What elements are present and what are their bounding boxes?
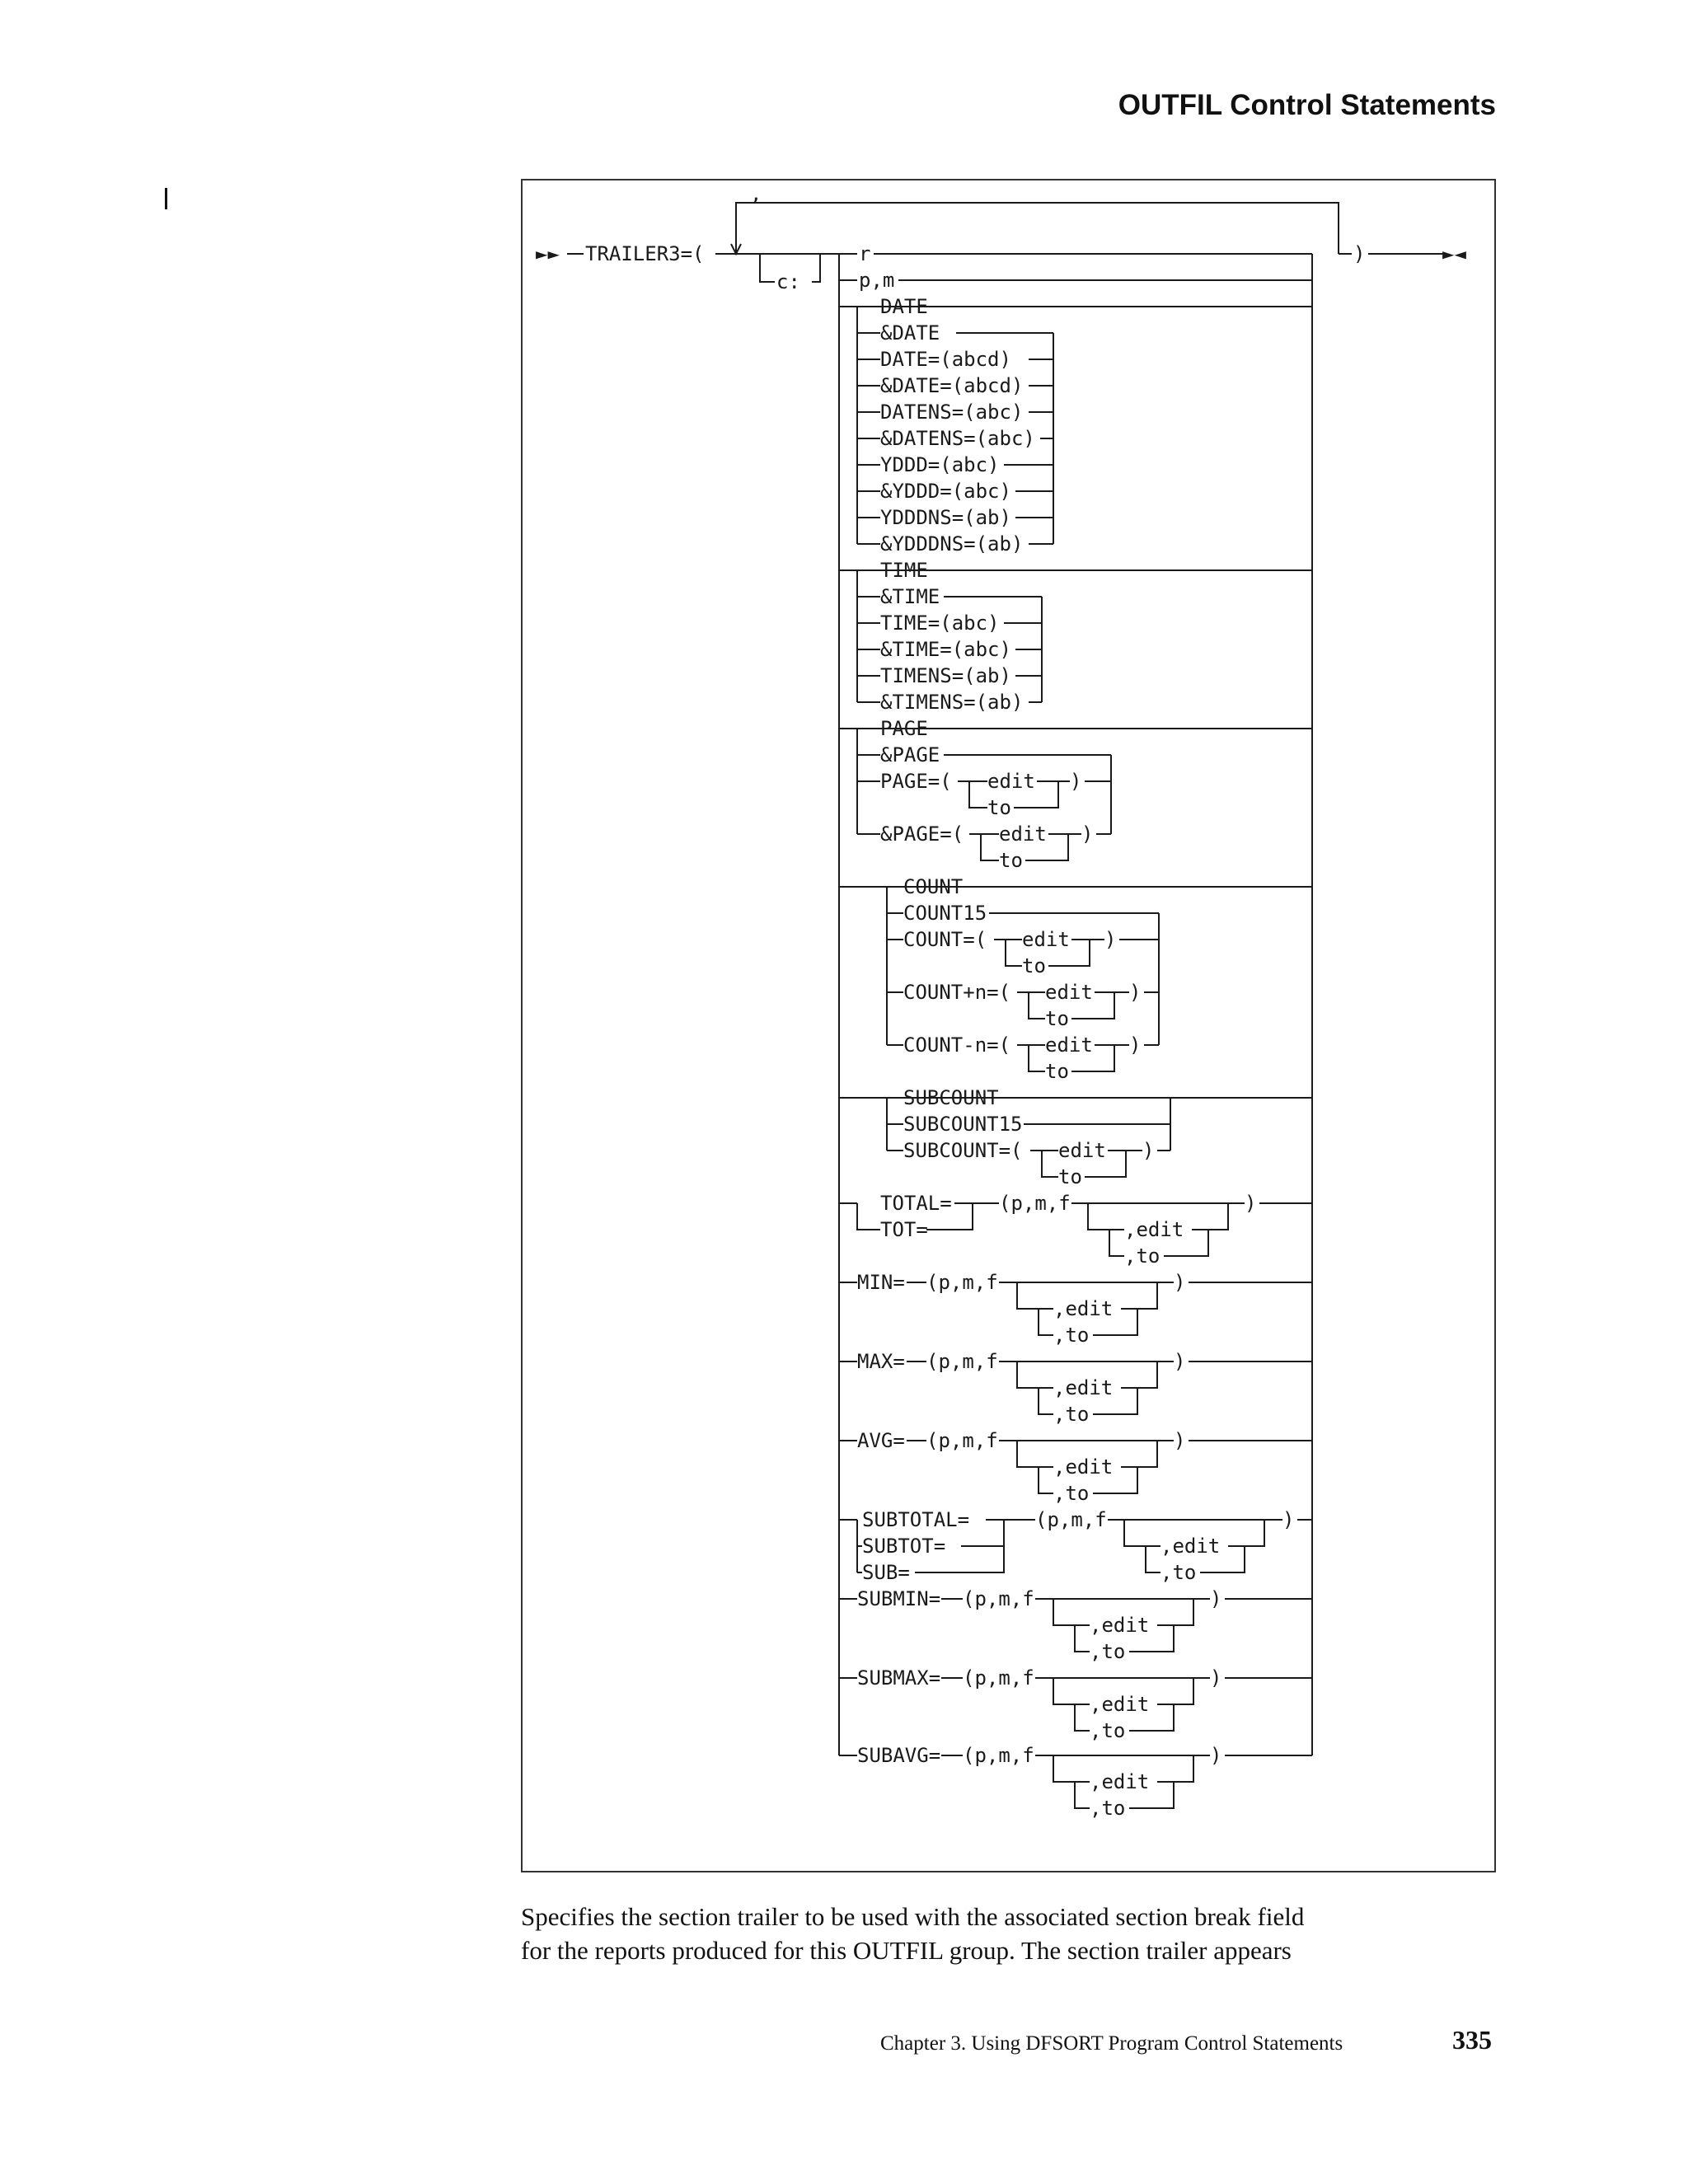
avg-close: ) (1174, 1429, 1186, 1452)
subtotal-opt-1: SUBTOT= (862, 1535, 946, 1558)
max-pmf: (p,m,f (926, 1350, 998, 1373)
count-opt-1: COUNT15 (903, 902, 987, 925)
max-close: ) (1174, 1350, 1186, 1373)
time-opt-0: TIME (880, 559, 928, 582)
description-line-2: for the reports produced for this OUTFIL group. The section trailer appears (521, 1936, 1292, 1965)
subavg-edit: ,edit (1090, 1770, 1150, 1793)
repeat-separator: , (750, 182, 762, 205)
double-arrow-start-icon: ►► (536, 242, 560, 265)
subcount-to: to (1058, 1165, 1082, 1188)
subtotal-opt-2: SUB= (862, 1561, 910, 1584)
countm-to: to (1045, 1060, 1069, 1083)
count-close: ) (1104, 928, 1117, 951)
count-opt-3: COUNT+n=( (903, 981, 1011, 1004)
subtotal-opt-0: SUBTOTAL= (862, 1508, 970, 1531)
page-opt-0: PAGE (880, 717, 928, 740)
subavg-to: ,to (1090, 1797, 1126, 1820)
c-option: c: (776, 270, 800, 293)
apage-to: to (999, 849, 1023, 872)
countp-to: to (1045, 1007, 1069, 1030)
avg-pmf: (p,m,f (926, 1429, 998, 1452)
min-edit: ,edit (1053, 1297, 1114, 1320)
subtotal-pmf: (p,m,f (1035, 1508, 1107, 1531)
subcount-opt-0: SUBCOUNT (903, 1086, 999, 1109)
page-opt-2: PAGE=( (880, 770, 952, 793)
apage-edit: edit (999, 823, 1047, 846)
submin-to: ,to (1090, 1640, 1126, 1663)
max-to: ,to (1053, 1403, 1090, 1426)
date-opt-5: &DATENS=(abc) (880, 427, 1035, 450)
min-keyword: MIN= (857, 1271, 905, 1294)
submax-edit: ,edit (1090, 1693, 1150, 1716)
footer-chapter-title: Chapter 3. Using DFSORT Program Control Statements (880, 2032, 1343, 2055)
subavg-keyword: SUBAVG= (857, 1744, 941, 1767)
total-pmf: (p,m,f (999, 1192, 1071, 1215)
countp-close: ) (1129, 981, 1142, 1004)
subtotal-edit: ,edit (1160, 1535, 1221, 1558)
date-opt-7: &YDDD=(abc) (880, 480, 1011, 503)
choice-r: r (859, 242, 871, 265)
time-opt-3: &TIME=(abc) (880, 638, 1011, 661)
total-opt-0: TOTAL= (880, 1192, 952, 1215)
count-opt-4: COUNT-n=( (903, 1033, 1011, 1057)
min-close: ) (1174, 1271, 1186, 1294)
countm-edit: edit (1045, 1033, 1093, 1057)
submax-keyword: SUBMAX= (857, 1666, 941, 1690)
min-to: ,to (1053, 1324, 1090, 1347)
avg-edit: ,edit (1053, 1455, 1114, 1479)
start-keyword: TRAILER3=( (585, 242, 705, 265)
submin-keyword: SUBMIN= (857, 1587, 941, 1610)
total-opt-1: TOT= (880, 1218, 928, 1241)
date-opt-2: DATE=(abcd) (880, 348, 1011, 371)
time-opt-4: TIMENS=(ab) (880, 664, 1011, 687)
date-opt-6: YDDD=(abc) (880, 453, 1000, 476)
page-to: to (987, 796, 1011, 819)
submin-pmf: (p,m,f (963, 1587, 1034, 1610)
submin-close: ) (1210, 1587, 1222, 1610)
count-to: to (1022, 954, 1046, 977)
page-number: 335 (1452, 2025, 1492, 2055)
count-opt-2: COUNT=( (903, 928, 987, 951)
page-close: ) (1070, 770, 1082, 793)
date-opt-8: YDDDNS=(ab) (880, 506, 1011, 529)
subtotal-close: ) (1282, 1508, 1295, 1531)
total-to: ,to (1124, 1244, 1160, 1268)
min-pmf: (p,m,f (926, 1271, 998, 1294)
submax-pmf: (p,m,f (963, 1666, 1034, 1690)
total-edit: ,edit (1124, 1218, 1184, 1241)
date-opt-9: &YDDDNS=(ab) (880, 532, 1024, 555)
count-opt-0: COUNT (903, 875, 964, 898)
subcount-opt-1: SUBCOUNT15 (903, 1113, 1023, 1136)
subavg-close: ) (1210, 1744, 1222, 1767)
subtotal-to: ,to (1160, 1561, 1197, 1584)
submax-to: ,to (1090, 1719, 1126, 1742)
time-opt-5: &TIMENS=(ab) (880, 691, 1024, 714)
description-paragraph (521, 1900, 1496, 1967)
max-keyword: MAX= (857, 1350, 905, 1373)
date-opt-4: DATENS=(abc) (880, 401, 1024, 424)
arrow-end-icon: ►◄ (1442, 242, 1466, 265)
close-paren: ) (1353, 242, 1366, 265)
page-header-title: OUTFIL Control Statements (1118, 89, 1496, 121)
countp-edit: edit (1045, 981, 1093, 1004)
page-opt-1: &PAGE (880, 743, 940, 766)
countm-close: ) (1129, 1033, 1142, 1057)
subcount-edit: edit (1058, 1139, 1106, 1162)
subcount-close: ) (1142, 1139, 1155, 1162)
max-edit: ,edit (1053, 1376, 1114, 1399)
date-opt-0: DATE (880, 295, 928, 318)
avg-to: ,to (1053, 1482, 1090, 1505)
time-opt-1: &TIME (880, 585, 940, 608)
subavg-pmf: (p,m,f (963, 1744, 1034, 1767)
total-close: ) (1245, 1192, 1257, 1215)
date-opt-1: &DATE (880, 321, 940, 344)
page-opt-3: &PAGE=( (880, 823, 964, 846)
count-edit: edit (1022, 928, 1070, 951)
avg-keyword: AVG= (857, 1429, 905, 1452)
page-edit: edit (987, 770, 1035, 793)
choice-pm: p,m (859, 269, 895, 292)
subcount-opt-2: SUBCOUNT=( (903, 1139, 1023, 1162)
description-line-1: Specifies the section trailer to be used with the associated section break field (521, 1902, 1305, 1931)
time-opt-2: TIME=(abc) (880, 612, 1000, 635)
submax-close: ) (1210, 1666, 1222, 1690)
apage-close: ) (1081, 823, 1094, 846)
submin-edit: ,edit (1090, 1614, 1150, 1637)
date-opt-3: &DATE=(abcd) (880, 374, 1024, 397)
